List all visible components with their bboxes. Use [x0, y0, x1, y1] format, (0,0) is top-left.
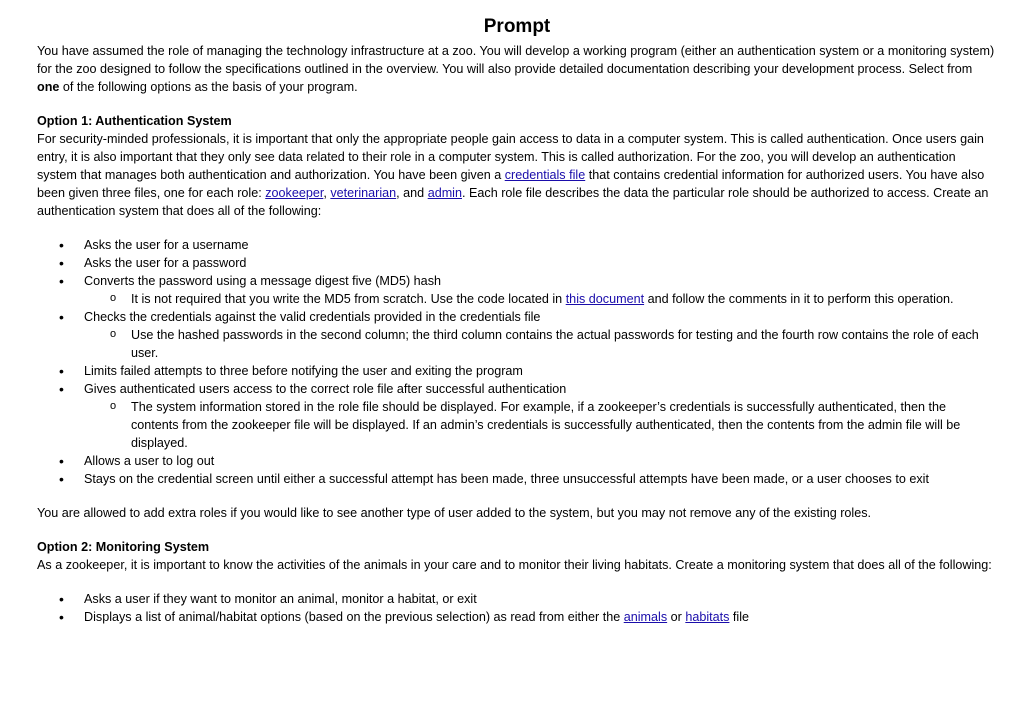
intro-paragraph: You have assumed the role of managing the technology infrastructure at a zoo. You will develop a working program (either an authentication system or a monitoring system) for the zoo designed to follow the specifications outlined in the overview. You will also provide detailed documentation describing your development process. Select from one of the following options as the basis of your program. [37, 44, 995, 94]
admin-link[interactable]: admin [427, 186, 462, 200]
list-item: • Stays on the credential screen until either a successful attempt has been made, three unsuccessful attempts have been made, or a user chooses to exit [37, 470, 997, 488]
list-item: • Allows a user to log out [37, 452, 997, 470]
sublist-item: o Use the hashed passwords in the second column; the third column contains the actual passwords for testing and the fourth row contains the role of each user. [84, 326, 997, 362]
option2-paragraph: As a zookeeper, it is important to know the activities of the animals in your care and to monitor their living habitats. Create a monitoring system that does all of the following: [37, 558, 992, 572]
list-item: • Gives authenticated users access to the correct role file after successful authentication o The system information stored in the role file should be displayed. For example, if a zookeeper’s credentials is successfully authenticated, then the contents from the zookeeper file will be displayed. If an admin’s credentials is successfully authenticated, then the contents from the admin file will be displayed. [37, 380, 997, 452]
list-item: • Limits failed attempts to three before notifying the user and exiting the program [37, 362, 997, 380]
option1-requirements-list [37, 236, 997, 488]
habitats-link[interactable]: habitats [685, 610, 730, 624]
option2-requirements-list [37, 590, 997, 626]
sublist [84, 326, 997, 362]
cropped-top-text [380, 0, 680, 3]
option1-paragraph: For security-minded professionals, it is important that only the appropriate people gain access to data in a computer system. This is called authentication. Once users gain entry, it is also important that they only see data related to their role in a computer system. This is called authorization. For the zoo, you will develop an authentication system that manages both authentication and authorization. You have been given a credentials file that contains credential information for authorized users. You have also been given three files, one for each role: zookeeper, veterinarian, and admin. Each role file describes the data the particular role should be authorized to access. Create an authentication system that does all of the following: [37, 132, 989, 218]
list-item: • Asks a user if they want to monitor an animal, monitor a habitat, or exit [37, 590, 997, 608]
sublist [84, 290, 997, 308]
option2-heading: Option 2: Monitoring System [37, 540, 210, 554]
this-document-link[interactable]: this document [565, 292, 645, 306]
page-title: Prompt [483, 16, 551, 37]
intro-bold-one: one [37, 80, 60, 94]
list-item: • Asks the user for a password [37, 254, 997, 272]
option1-closing: You are allowed to add extra roles if you would like to see another type of user added to the system, but you may not remove any of the existing roles. [37, 506, 871, 520]
animals-link[interactable]: animals [623, 610, 668, 624]
veterinarian-link[interactable]: veterinarian [330, 186, 397, 200]
list-item: • Converts the password using a message digest five (MD5) hash o It is not required that you write the MD5 from scratch. Use the code located in this document and follow the comments in it to perform this operation. [37, 272, 997, 308]
credentials-file-link[interactable]: credentials file [504, 168, 586, 182]
document-body [37, 14, 997, 642]
list-item: • Asks the user for a username [37, 236, 997, 254]
sublist [84, 398, 997, 452]
list-item: • Displays a list of animal/habitat options (based on the previous selection) as read from either the animals or habitats file [37, 608, 997, 626]
sublist-item: o It is not required that you write the MD5 from scratch. Use the code located in this document and follow the comments in it to perform this operation. [84, 290, 997, 308]
option1-heading: Option 1: Authentication System [37, 114, 232, 128]
list-item: • Checks the credentials against the valid credentials provided in the credentials file o Use the hashed passwords in the second column; the third column contains the actual passwords for testing and the fourth row contains the role of each user. [37, 308, 997, 362]
zookeeper-link[interactable]: zookeeper [265, 186, 324, 200]
sublist-item: o The system information stored in the role file should be displayed. For example, if a zookeeper’s credentials is successfully authenticated, then the contents from the zookeeper file will be displayed. If an admin’s credentials is successfully authenticated, then the contents from the admin file will be displayed. [84, 398, 997, 452]
